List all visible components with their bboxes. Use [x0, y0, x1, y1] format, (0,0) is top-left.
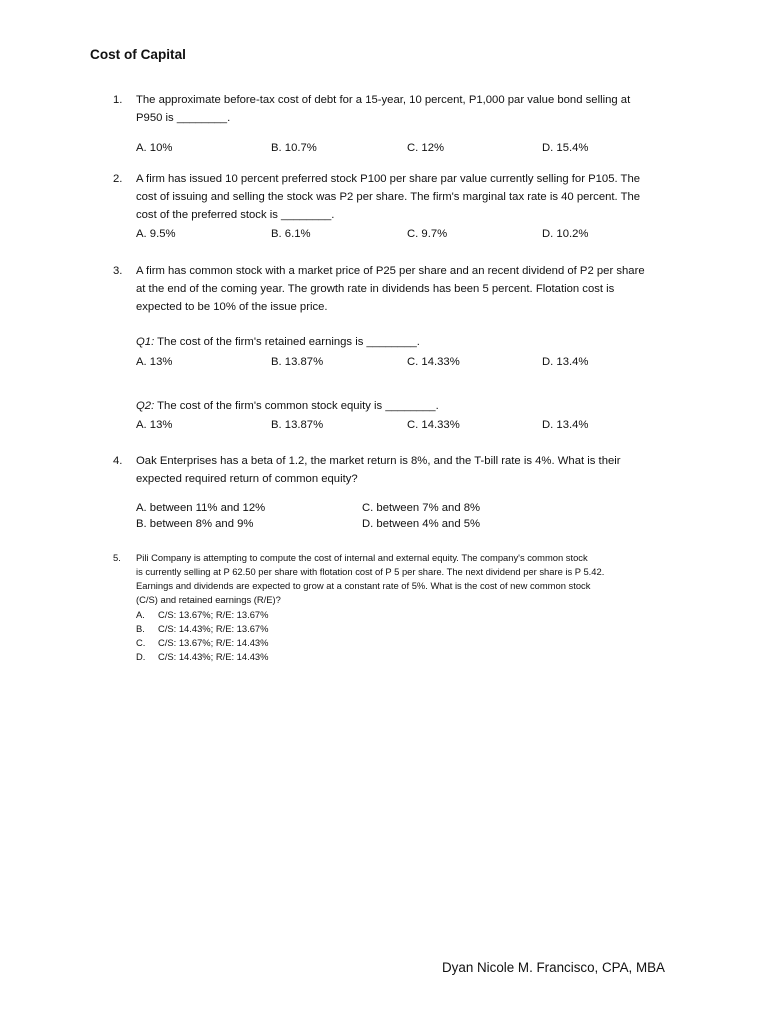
option-letter: B. — [136, 623, 145, 634]
option-b: B. 13.87% — [271, 356, 324, 368]
option-b: B. 13.87% — [271, 419, 324, 431]
option-c: C/S: 13.67%; R/E: 14.43% — [158, 637, 269, 648]
option-b: B. between 8% and 9% — [136, 518, 254, 530]
sub-question-1 — [136, 336, 420, 348]
option-c: C. 9.7% — [407, 228, 448, 240]
option-a: A. between 11% and 12% — [136, 502, 266, 514]
sub-question-text: The cost of the firm's retained earnings is ________. — [154, 336, 420, 348]
question-text-line: Oak Enterprises has a beta of 1.2, the market return is 8%, and the T-bill rate is 4%. What is their — [136, 455, 621, 467]
question-number: 2. — [113, 173, 123, 185]
option-d: C/S: 14.43%; R/E: 14.43% — [158, 651, 269, 662]
option-d: D. 15.4% — [542, 142, 589, 154]
sub-question-label: Q2: — [136, 400, 155, 412]
question-text-line: A firm has issued 10 percent preferred stock P100 per share par value currently selling for P105. The — [136, 173, 641, 185]
option-b: C/S: 14.43%; R/E: 13.67% — [158, 623, 269, 634]
option-letter: A. — [136, 609, 145, 620]
option-c: C. 14.33% — [407, 356, 460, 368]
question-text-line: expected to be 10% of the issue price. — [136, 301, 328, 313]
option-a: A. 13% — [136, 419, 173, 431]
option-letter: D. — [136, 651, 146, 662]
question-text-line: A firm has common stock with a market price of P25 per share and an recent dividend of P2 per share — [136, 265, 645, 277]
sub-question-text: The cost of the firm's common stock equity is ________. — [154, 400, 439, 412]
question-text-line: expected required return of common equity? — [136, 473, 358, 485]
option-letter: C. — [136, 637, 146, 648]
question-text-line: cost of issuing and selling the stock was P2 per share. The firm's marginal tax rate is 40 percent. The — [136, 191, 641, 203]
option-a: A. 9.5% — [136, 228, 176, 240]
sub-question-2 — [136, 400, 439, 412]
question-number: 3. — [113, 265, 123, 277]
option-b: B. 10.7% — [271, 142, 317, 154]
question-text-line: Earnings and dividends are expected to grow at a constant rate of 5%. What is the cost of new common stock — [136, 580, 591, 591]
question-text-line: is currently selling at P 62.50 per share with flotation cost of P 5 per share. The next dividend per share is P 5.42. — [136, 566, 605, 577]
question-number: 5. — [113, 552, 121, 563]
question-text-line: cost of the preferred stock is ________. — [136, 209, 335, 221]
option-c: C. 12% — [407, 142, 445, 154]
option-a: C/S: 13.67%; R/E: 13.67% — [158, 609, 269, 620]
option-d: D. 13.4% — [542, 419, 589, 431]
question-text-line: at the end of the coming year. The growth rate in dividends has been 5 percent. Flotation cost is — [136, 283, 615, 295]
option-d: D. 10.2% — [542, 228, 589, 240]
question-number: 4. — [113, 455, 123, 467]
option-a: A. 10% — [136, 142, 173, 154]
author-footer: Dyan Nicole M. Francisco, CPA, MBA — [442, 960, 665, 975]
option-c: C. 14.33% — [407, 419, 460, 431]
question-text-line: P950 is ________. — [136, 112, 231, 124]
page-title: Cost of Capital — [90, 47, 186, 62]
option-a: A. 13% — [136, 356, 173, 368]
option-b: B. 6.1% — [271, 228, 311, 240]
option-d: D. 13.4% — [542, 356, 589, 368]
question-text-line: (C/S) and retained earnings (R/E)? — [136, 594, 281, 605]
option-d: D. between 4% and 5% — [362, 518, 481, 530]
question-number: 1. — [113, 94, 123, 106]
question-text-line: The approximate before-tax cost of debt for a 15-year, 10 percent, P1,000 par value bond selling at — [136, 94, 631, 106]
question-text-line: Pili Company is attempting to compute the cost of internal and external equity. The company's common stock — [136, 552, 588, 563]
option-c: C. between 7% and 8% — [362, 502, 481, 514]
sub-question-label: Q1: — [136, 336, 155, 348]
